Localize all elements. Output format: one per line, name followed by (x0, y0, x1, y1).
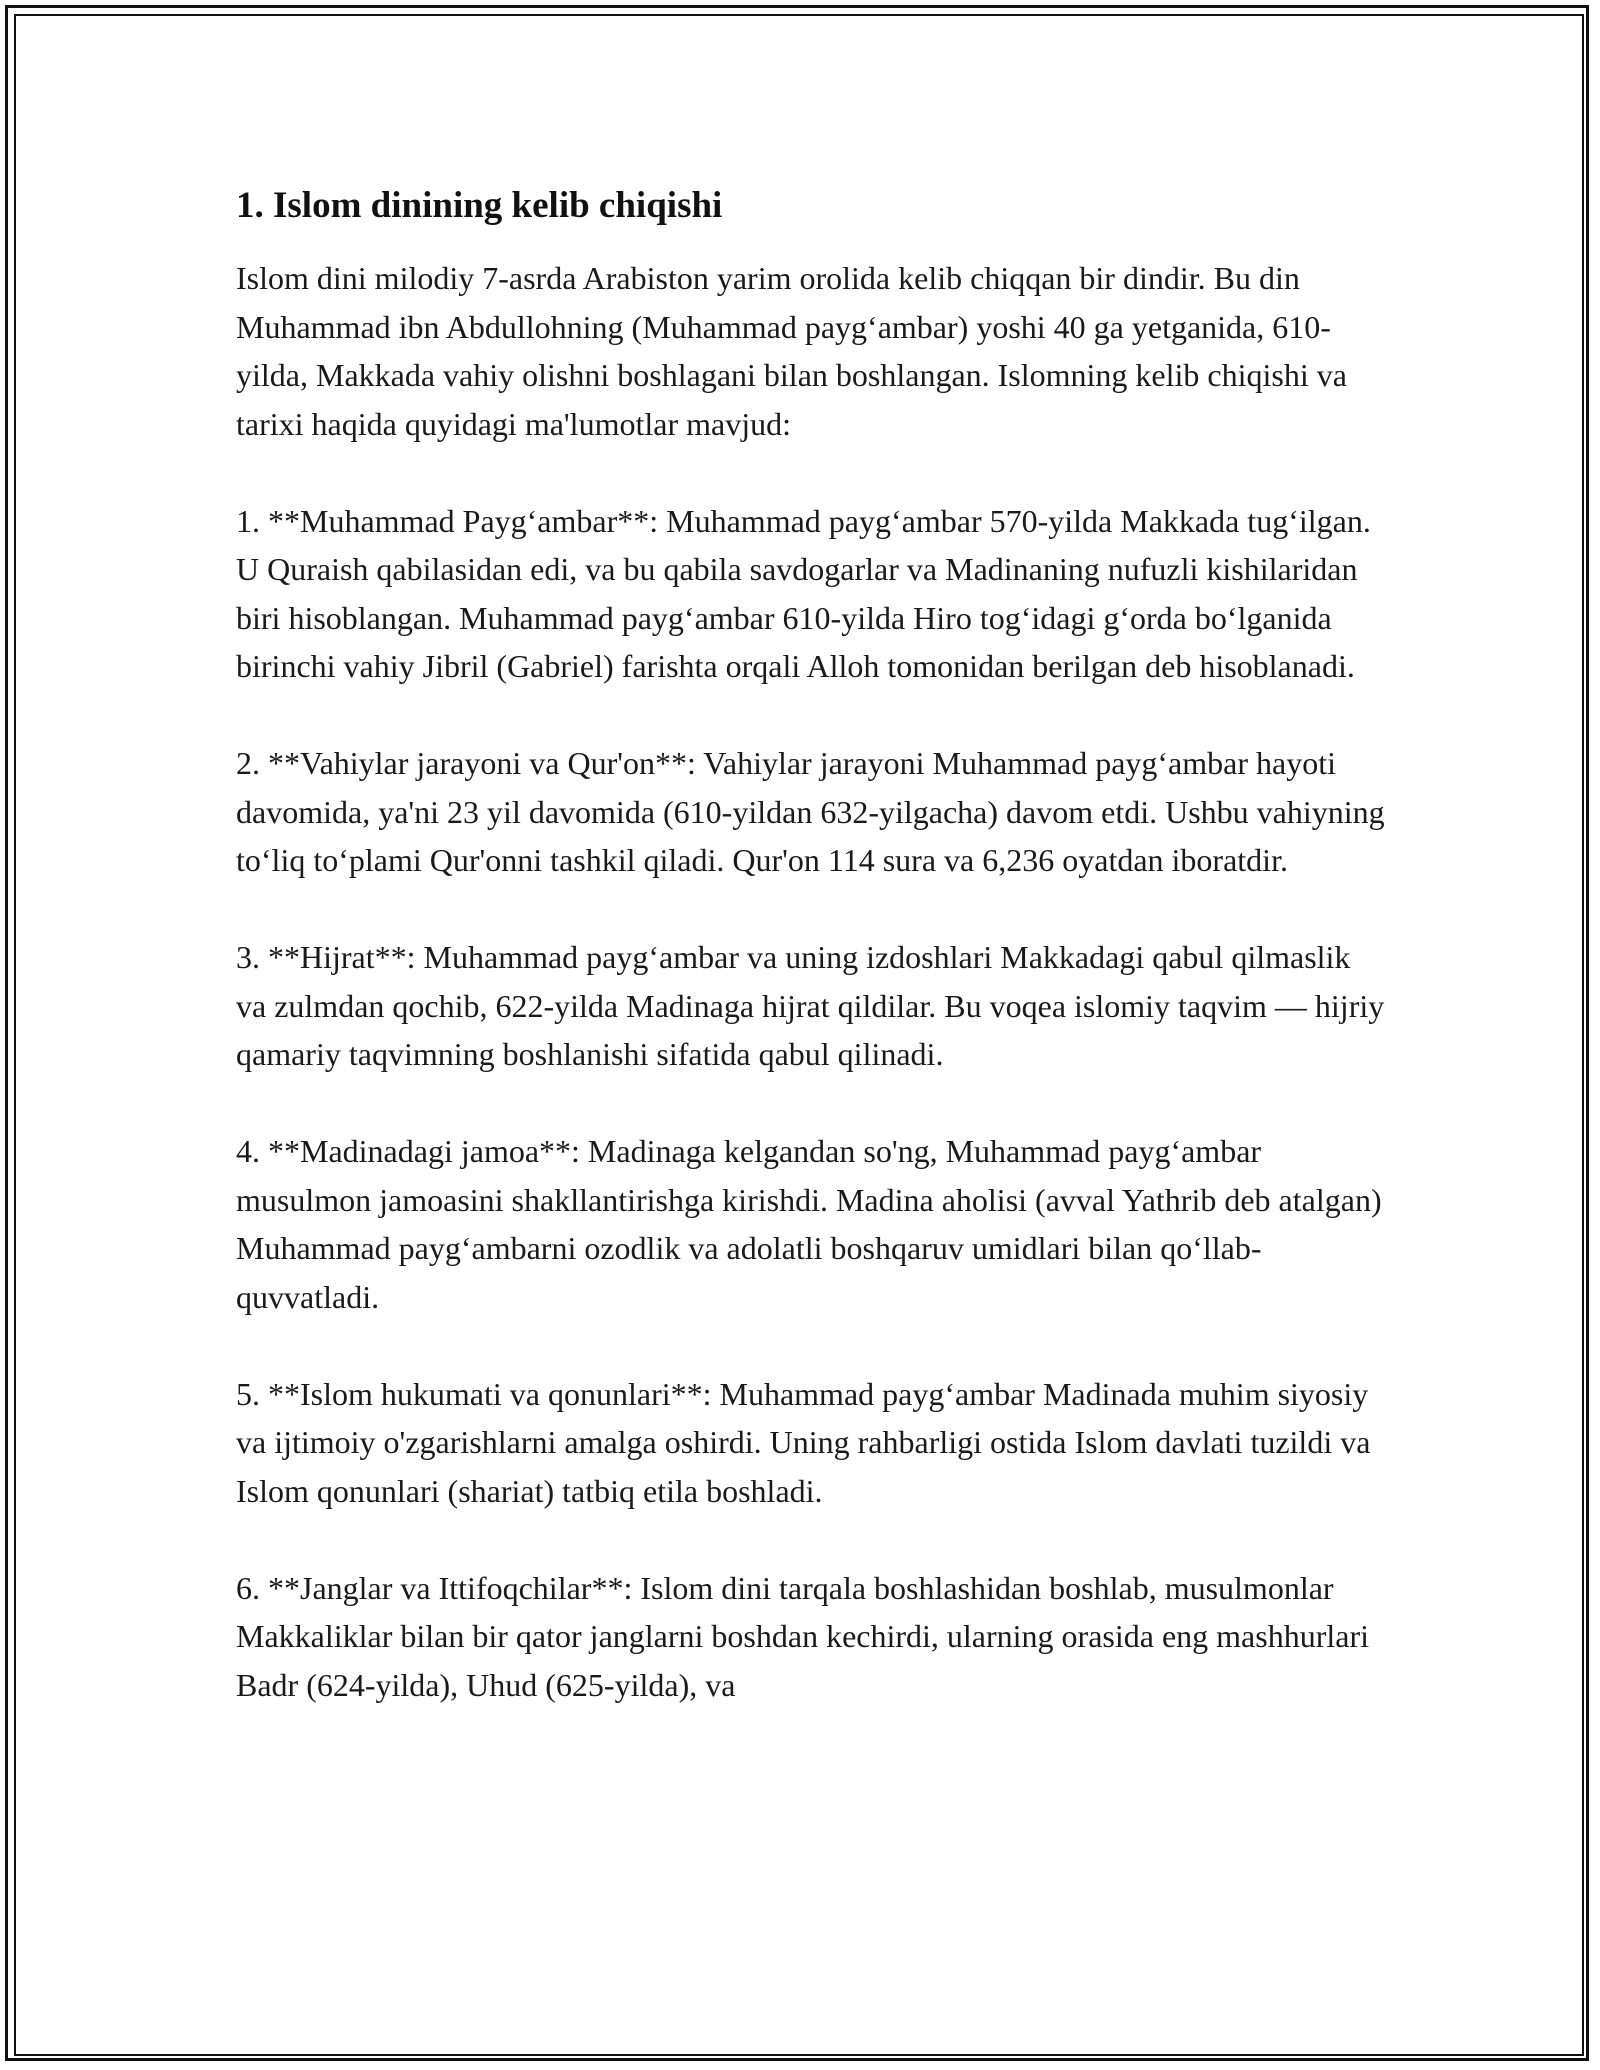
intro-paragraph: Islom dini milodiy 7-asrda Arabiston yarim orolida kelib chiqqan bir dindir. Bu din Muhammad ibn Abdullohning (Muhammad payg‘ambar) yoshi 40 ga yetganida, 610-yilda, Makkada vahiy olishni boshlagani bilan boshlangan. Islomning kelib chiqishi va tarixi haqida quyidagi ma'lumotlar mavjud: (236, 260, 1347, 442)
section-heading: 1. Islom dinining kelib chiqishi (236, 185, 723, 226)
paragraph-muhammad: 1. **Muhammad Payg‘ambar**: Muhammad payg‘ambar 570-yilda Makkada tug‘ilgan. U Quraish qabilasidan edi, va bu qabila savdogarlar va Madinaning nufuzli kishilaridan biri hisoblangan. Muhammad payg‘ambar 610-yilda Hiro tog‘idagi g‘orda bo‘lganida birinchi vahiy Jibril (Gabriel) farishta orqali Alloh tomonidan berilgan deb hisoblanadi. (236, 502, 1371, 684)
paragraph-janglar: 6. **Janglar va Ittifoqchilar**: Islom dini tarqala boshlashidan boshlab, musulmonlar Makkaliklar bilan bir qator janglarni boshdan kechirdi, ularning orasida eng mashhurlari Badr (624-yilda), Uhud (625-yilda), va (236, 1569, 1369, 1703)
paragraph-madina: 4. **Madinadagi jamoa**: Madinaga kelgandan so'ng, Muhammad payg‘ambar musulmon jamoasini shakllantirishga kirishdi. Madina aholisi (avval Yathrib deb atalgan) Muhammad payg‘ambarni ozodlik va adolatli boshqaruv umidlari bilan qo‘llab-quvvatladi. (236, 1133, 1382, 1315)
document-body (236, 184, 1386, 1709)
paragraph-hijrat: 3. **Hijrat**: Muhammad payg‘ambar va uning izdoshlari Makkadagi qabul qilmaslik va zulmdan qochib, 622-yilda Madinaga hijrat qildilar. Bu voqea islomiy taqvim — hijriy qamariy taqvimning boshlanishi sifatida qabul qilinadi. (236, 939, 1385, 1072)
paragraph-vahiylar: 2. **Vahiylar jarayoni va Qur'on**: Vahiylar jarayoni Muhammad payg‘ambar hayoti davomida, ya'ni 23 yil davomida (610-yildan 632-yilgacha) davom etdi. Ushbu vahiyning to‘liq to‘plami Qur'onni tashkil qiladi. Qur'on 114 sura va 6,236 oyatdan iboratdir. (236, 745, 1385, 878)
paragraph-hukumat: 5. **Islom hukumati va qonunlari**: Muhammad payg‘ambar Madinada muhim siyosiy va ijtimoiy o'zgarishlarni amalga oshirdi. Uning rahbarligi ostida Islom davlati tuzildi va Islom qonunlari (shariat) tatbiq etila boshladi. (236, 1375, 1371, 1509)
